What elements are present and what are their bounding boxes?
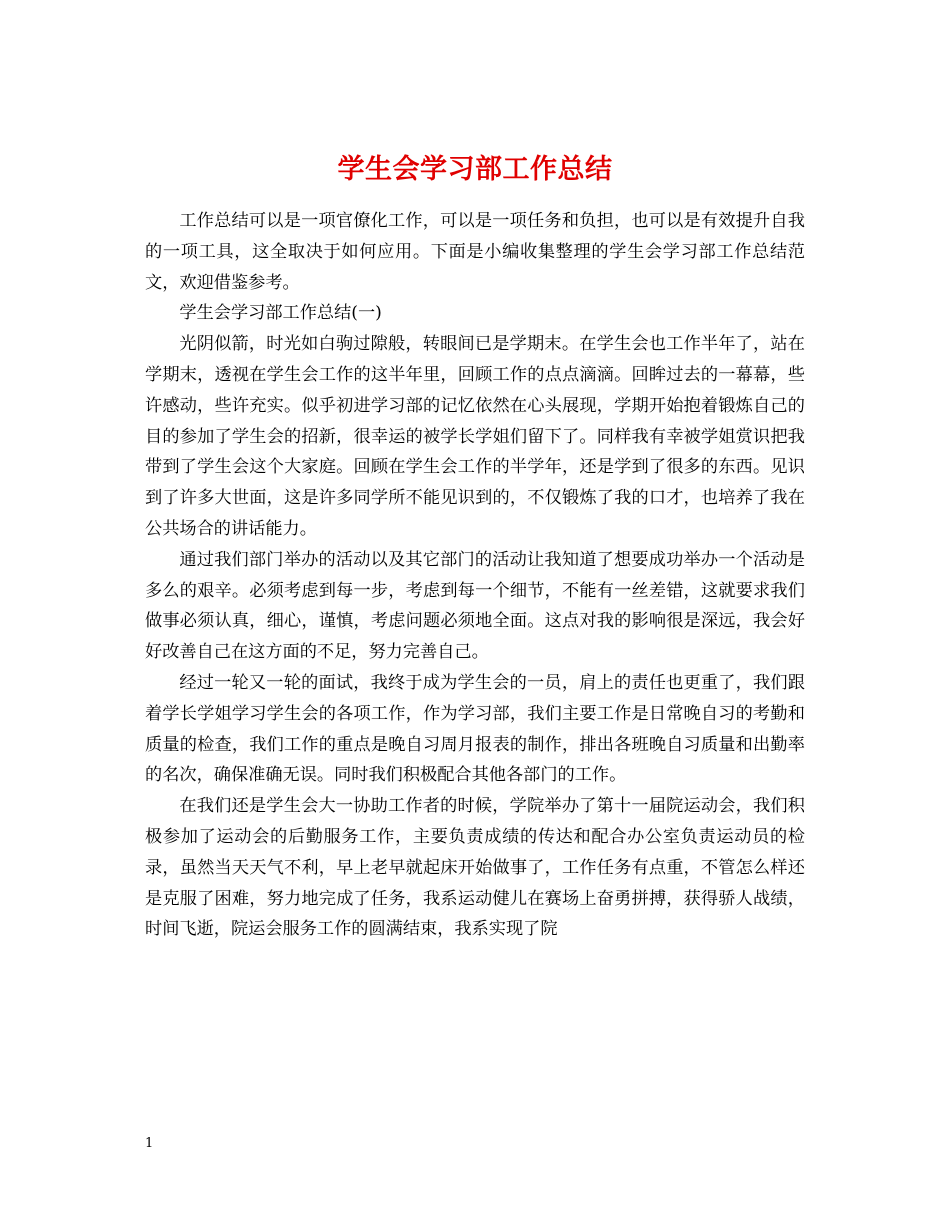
page-number: 1 (145, 1136, 154, 1151)
section-heading: 学生会学习部工作总结(一) (179, 303, 382, 324)
paragraph-activities: 通过我们部门举办的活动以及其它部门的活动让我知道了想要成功举办一个活动是多么的艰辛。必须考虑到每一步，考虑到每一个细节，不能有一丝差错，这就要求我们做事必须认真，细心，谨慎，考虑问题必须地全面。这点对我的影响很是深远，我会好好改善自己在这方面的不足，努力完善自己。 (145, 549, 805, 663)
document-body (145, 206, 805, 945)
document-title: 学生会学习部工作总结 (337, 154, 613, 186)
paragraph-duties: 经过一轮又一轮的面试，我终于成为学生会的一员，肩上的责任也更重了，我们跟着学长学姐学习学生会的各项工作，作为学习部，我们主要工作是日常晚自习的考勤和质量的检查，我们工作的重点是晚自习周月报表的制作，排出各班晚自习质量和出勤率的名次，确保准确无误。同时我们积极配合其他各部门的工作。 (145, 672, 805, 786)
paragraph-reflection: 光阴似箭，时光如白驹过隙般，转眼间已是学期末。在学生会也工作半年了，站在学期末，透视在学生会工作的这半年里，回顾工作的点点滴滴。回眸过去的一幕幕，些许感动，些许充实。似乎初进学习部的记忆依然在心头展现，学期开始抱着锻炼自己的目的参加了学生会的招新，很幸运的被学长学姐们留下了。同样我有幸被学姐赏识把我带到了学生会这个大家庭。回顾在学生会工作的半学年，还是学到了很多的东西。见识到了许多大世面，这是许多同学所不能见识到的，不仅锻炼了我的口才，也培养了我在公共场合的讲话能力。 (145, 334, 805, 539)
paragraph-intro: 工作总结可以是一项官僚化工作，可以是一项任务和负担，也可以是有效提升自我的一项工具，这全取决于如何应用。下面是小编收集整理的学生会学习部工作总结范文，欢迎借鉴参考。 (145, 211, 805, 293)
paragraph-sports-meet: 在我们还是学生会大一协助工作者的时候，学院举办了第十一届院运动会，我们积极参加了运动会的后勤服务工作，主要负责成绩的传达和配合办公室负责运动员的检录，虽然当天天气不利，早上老早就起床开始做事了，工作任务有点重，不管怎么样还是克服了困难，努力地完成了任务，我系运动健儿在赛场上奋勇拼搏，获得骄人战绩，时间飞逝，院运会服务工作的圆满结束，我系实现了院 (145, 796, 805, 940)
